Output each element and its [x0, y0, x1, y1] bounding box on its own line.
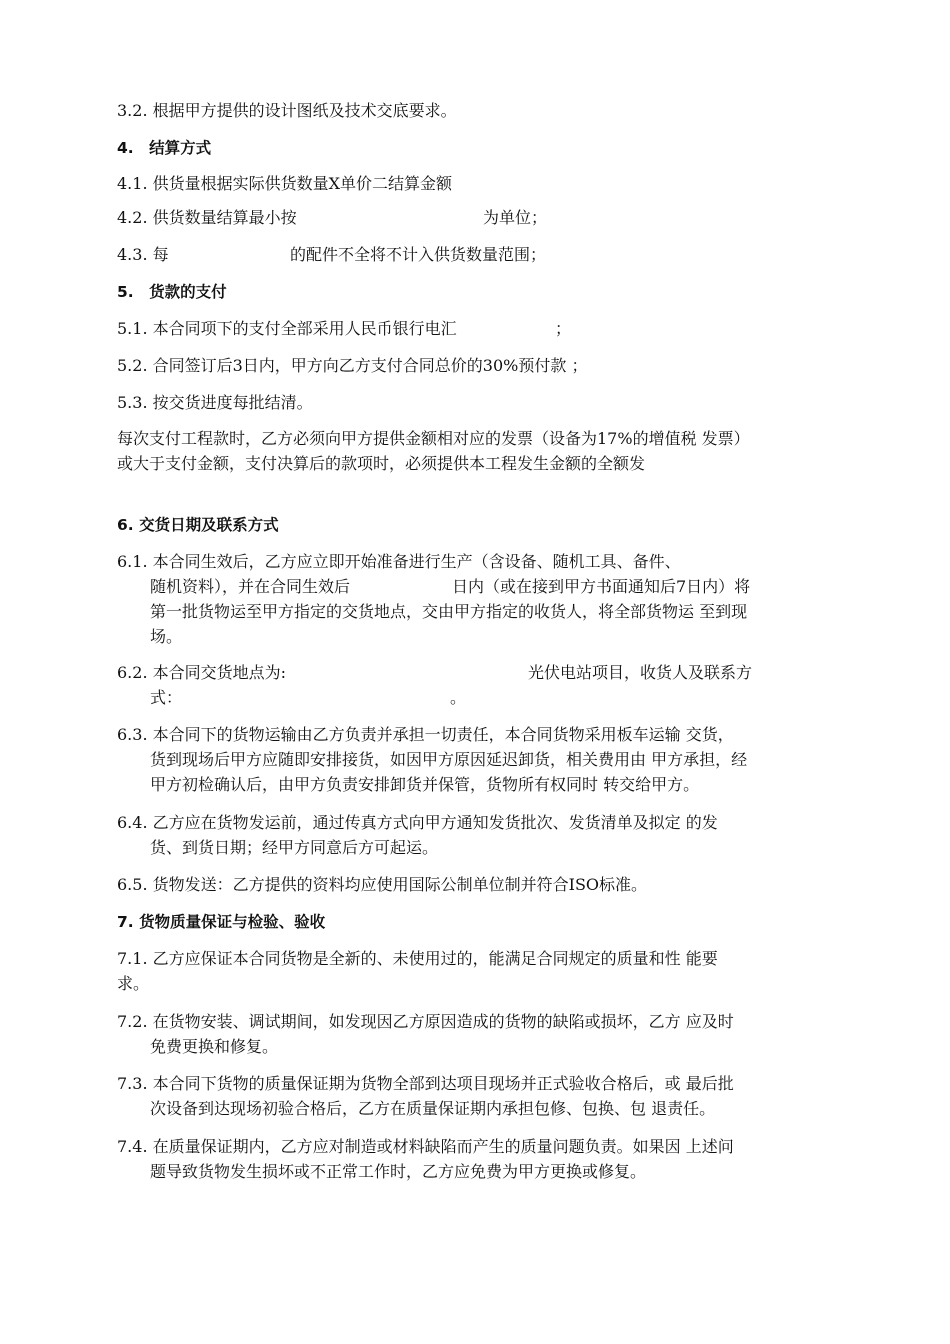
payment-paragraph-line-2: 或大于支付金额，支付决算后的款项时，必须提供本工程发生金额的全额发 — [117, 454, 646, 473]
clause-4-1: 4.1. 供货量根据实际供货数量Ⅹ单价二结算金额 — [117, 174, 453, 193]
clause-5-2: 5.2. 合同签订后3日内，甲方向乙方支付合同总价的30%预付款 ； — [117, 356, 588, 375]
clause-4-2: 4.2. 供货数量结算最小按 — [117, 208, 297, 227]
section-heading-5: 5. 货款的支付 — [117, 283, 227, 301]
clause-5-1-tail: ； — [555, 319, 572, 338]
clause-7-3-line-2: 次设备到达现场初验合格后，乙方在质量保证期内承担包修、包换、包 退责任。 — [150, 1099, 716, 1118]
clause-4-3-tail: 的配件不全将不计入供货数量范围； — [290, 245, 547, 264]
clause-7-4-line-2: 题导致货物发生损坏或不正常工作时，乙方应免费为甲方更换或修复。 — [150, 1162, 647, 1181]
clause-4-2-tail: 为单位； — [483, 208, 548, 227]
clause-6-3-line-1: 6.3. 本合同下的货物运输由乙方负责并承担一切责任，本合同货物采用板车运输 交货， — [117, 725, 734, 744]
clause-7-2-line-2: 免费更换和修复。 — [150, 1037, 279, 1056]
clause-3-2: 3.2. 根据甲方提供的设计图纸及技术交底要求。 — [117, 101, 457, 120]
clause-6-1-line-1: 6.1. 本合同生效后，乙方应立即开始准备进行生产（含设备、随机工具、备件、 — [117, 552, 681, 571]
clause-6-2-line-2: 式： — [150, 688, 183, 707]
clause-7-2-line-1: 7.2. 在货物安装、调试期间，如发现因乙方原因造成的货物的缺陷或损坏，乙方 应及时 — [117, 1012, 734, 1031]
clause-6-1-line-4: 场。 — [150, 627, 183, 646]
clause-7-1-line-2: 求。 — [117, 974, 150, 993]
clause-5-3: 5.3. 按交货进度每批结清。 — [117, 393, 313, 412]
clause-6-1-line-2: 随机资料），并在合同生效后 — [150, 577, 351, 596]
clause-6-2-line-1-tail: 光伏电站项目，收货人及联系方 — [528, 663, 753, 682]
clause-7-3-line-1: 7.3. 本合同下货物的质量保证期为货物全部到达项目现场并正式验收合格后，或 最后批 — [117, 1074, 734, 1093]
clause-5-1: 5.1. 本合同项下的支付全部采用人民币银行电汇 — [117, 319, 457, 338]
clause-6-1-line-3: 第一批货物运至甲方指定的交货地点，交由甲方指定的收货人，将全部货物运 至到现 — [150, 602, 748, 621]
clause-4-3: 4.3. 每 — [117, 245, 169, 264]
clause-6-2-line-2-tail: 。 — [450, 688, 467, 707]
clause-7-1-line-1: 7.1. 乙方应保证本合同货物是全新的、未使用过的，能满足合同规定的质量和性 能要 — [117, 949, 718, 968]
clause-6-4-line-2: 货、到货日期；经甲方同意后方可起运。 — [150, 838, 439, 857]
section-heading-6: 6. 交货日期及联系方式 — [117, 516, 279, 534]
section-heading-7: 7. 货物质量保证与检验、验收 — [117, 913, 326, 931]
clause-6-3-line-2: 货到现场后甲方应随即安排接货，如因甲方原因延迟卸货，相关费用由 甲方承担，经 — [150, 750, 748, 769]
section-heading-4: 4. 结算方式 — [117, 139, 212, 157]
clause-6-4-line-1: 6.4. 乙方应在货物发运前，通过传真方式向甲方通知发货批次、发货清单及拟定 的发 — [117, 813, 718, 832]
clause-6-5: 6.5. 货物发送：乙方提供的资料均应使用国际公制单位制并符合ISO标准。 — [117, 875, 648, 894]
clause-6-2-line-1: 6.2. 本合同交货地点为: — [117, 663, 287, 682]
clause-6-1-line-2-tail: 日内（或在接到甲方书面通知后7日内）将 — [452, 577, 751, 596]
payment-paragraph-line-1: 每次支付工程款时，乙方必须向甲方提供金额相对应的发票（设备为17%的增值税 发票） — [117, 429, 750, 448]
clause-7-4-line-1: 7.4. 在质量保证期内，乙方应对制造或材料缺陷而产生的质量问题负责。如果因 上述问 — [117, 1137, 734, 1156]
clause-6-3-line-3: 甲方初检确认后，由甲方负责安排卸货并保管，货物所有权同时 转交给甲方。 — [150, 775, 700, 794]
